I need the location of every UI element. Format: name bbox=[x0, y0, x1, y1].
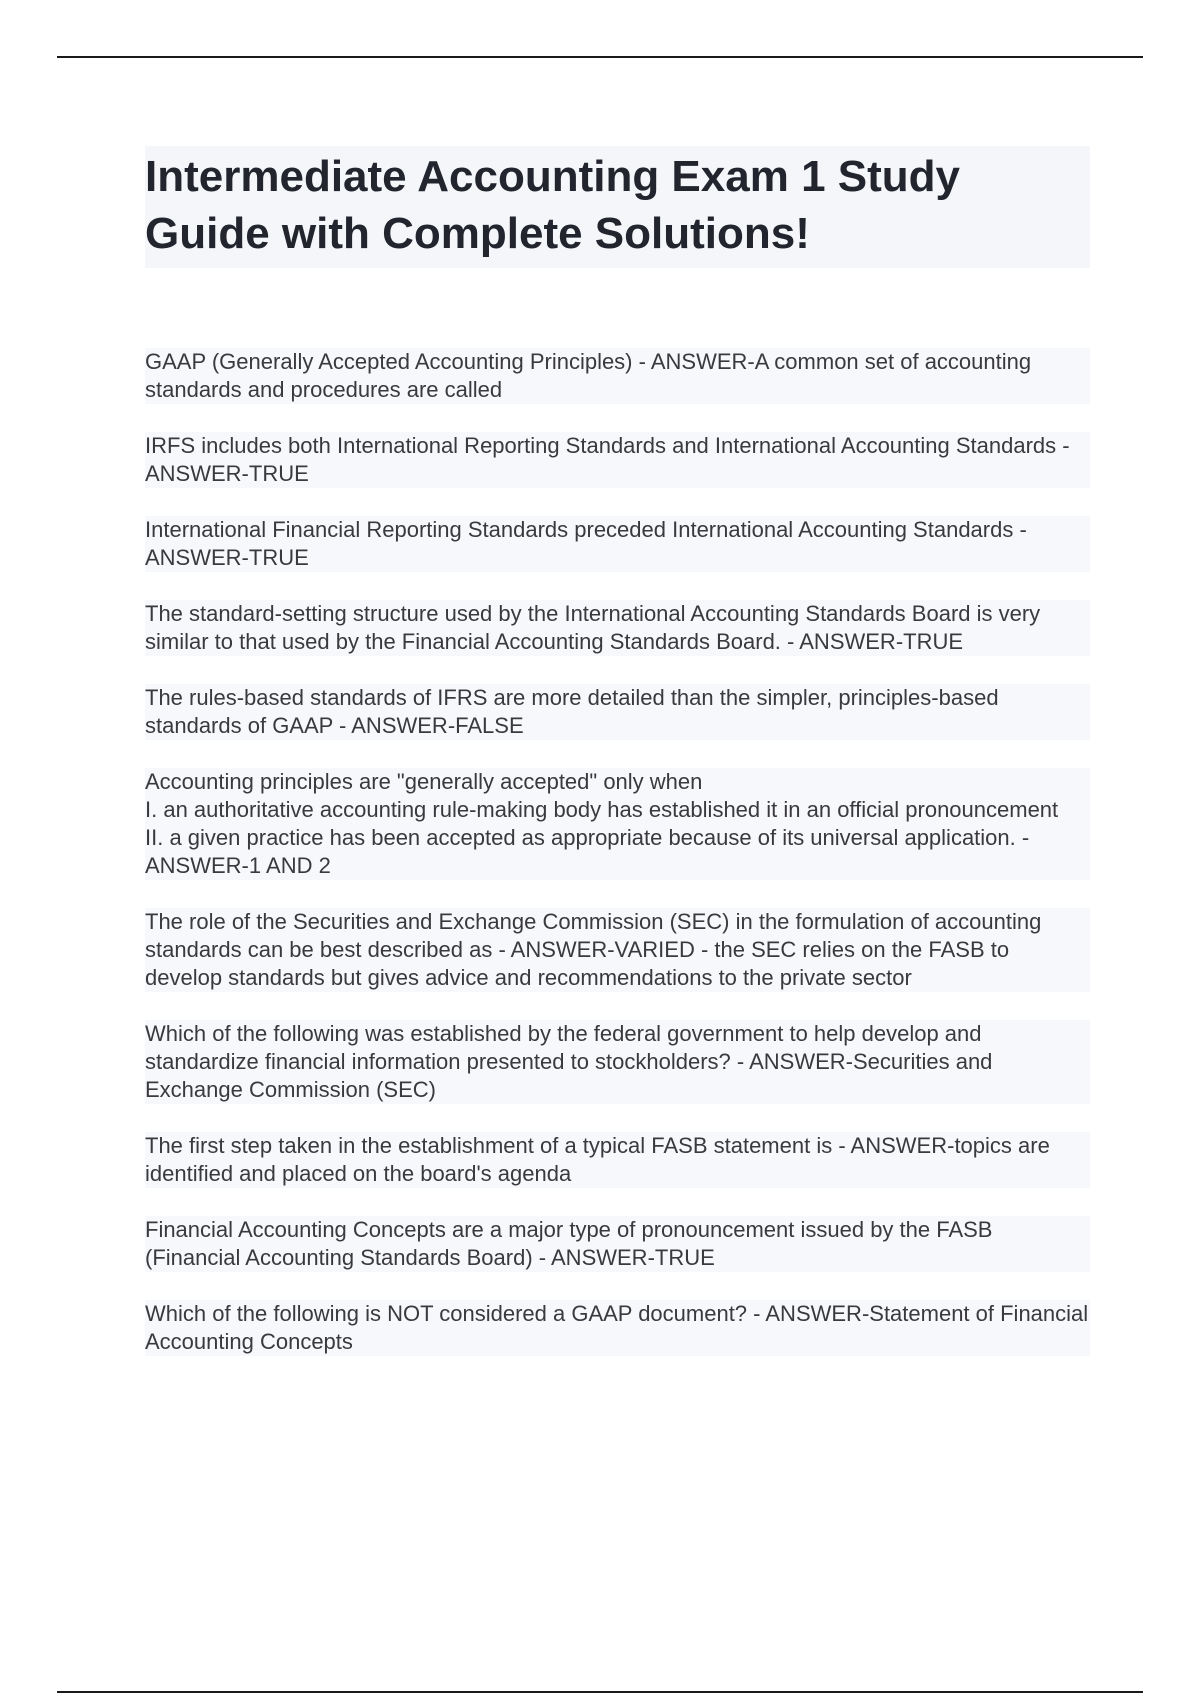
qa-item: Which of the following is NOT considered a GAAP document? - ANSWER-Statement of Financial Accounting Concepts bbox=[145, 1301, 1089, 1354]
title-block bbox=[145, 146, 1090, 268]
qa-item: Accounting principles are "generally accepted" only when I. an authoritative accounting rule-making body has established it in an official pronouncement II. a given practice has been accepted as appropriate because of its universal application. - ANSWER-1 AND 2 bbox=[145, 768, 1090, 880]
qa-item: The standard-setting structure used by the International Accounting Standards Board is very similar to that used by the Financial Accounting Standards Board. - ANSWER-TRUE bbox=[145, 600, 1090, 656]
qa-item: The rules-based standards of IFRS are more detailed than the simpler, principles-based standards of GAAP - ANSWER-FALSE bbox=[145, 684, 1090, 740]
bottom-rule bbox=[57, 1691, 1143, 1693]
qa-item: Which of the following was established by the federal government to help develop and standardize financial information presented to stockholders? - ANSWER-Securities and Exchange Commission (SEC) bbox=[145, 1020, 1090, 1104]
document-body bbox=[145, 146, 1090, 1384]
qa-item: The first step taken in the establishment of a typical FASB statement is - ANSWER-topics are identified and placed on the board's agenda bbox=[145, 1132, 1090, 1188]
qa-list bbox=[145, 348, 1090, 1356]
page-title: Intermediate Accounting Exam 1 Study Guide with Complete Solutions! bbox=[145, 152, 960, 258]
qa-item: IRFS includes both International Reporting Standards and International Accounting Standards - ANSWER-TRUE bbox=[145, 432, 1090, 488]
qa-item: The role of the Securities and Exchange Commission (SEC) in the formulation of accounting standards can be best described as - ANSWER-VARIED - the SEC relies on the FASB to develop standards but gives advice and recommendations to the private sector bbox=[145, 908, 1090, 992]
qa-item: International Financial Reporting Standards preceded International Accounting Standards - ANSWER-TRUE bbox=[145, 516, 1090, 572]
qa-item: GAAP (Generally Accepted Accounting Principles) - ANSWER-A common set of accounting standards and procedures are called bbox=[145, 348, 1090, 404]
qa-item: Financial Accounting Concepts are a major type of pronouncement issued by the FASB (Financial Accounting Standards Board) - ANSWER-TRUE bbox=[145, 1216, 1090, 1272]
top-rule bbox=[57, 56, 1143, 58]
